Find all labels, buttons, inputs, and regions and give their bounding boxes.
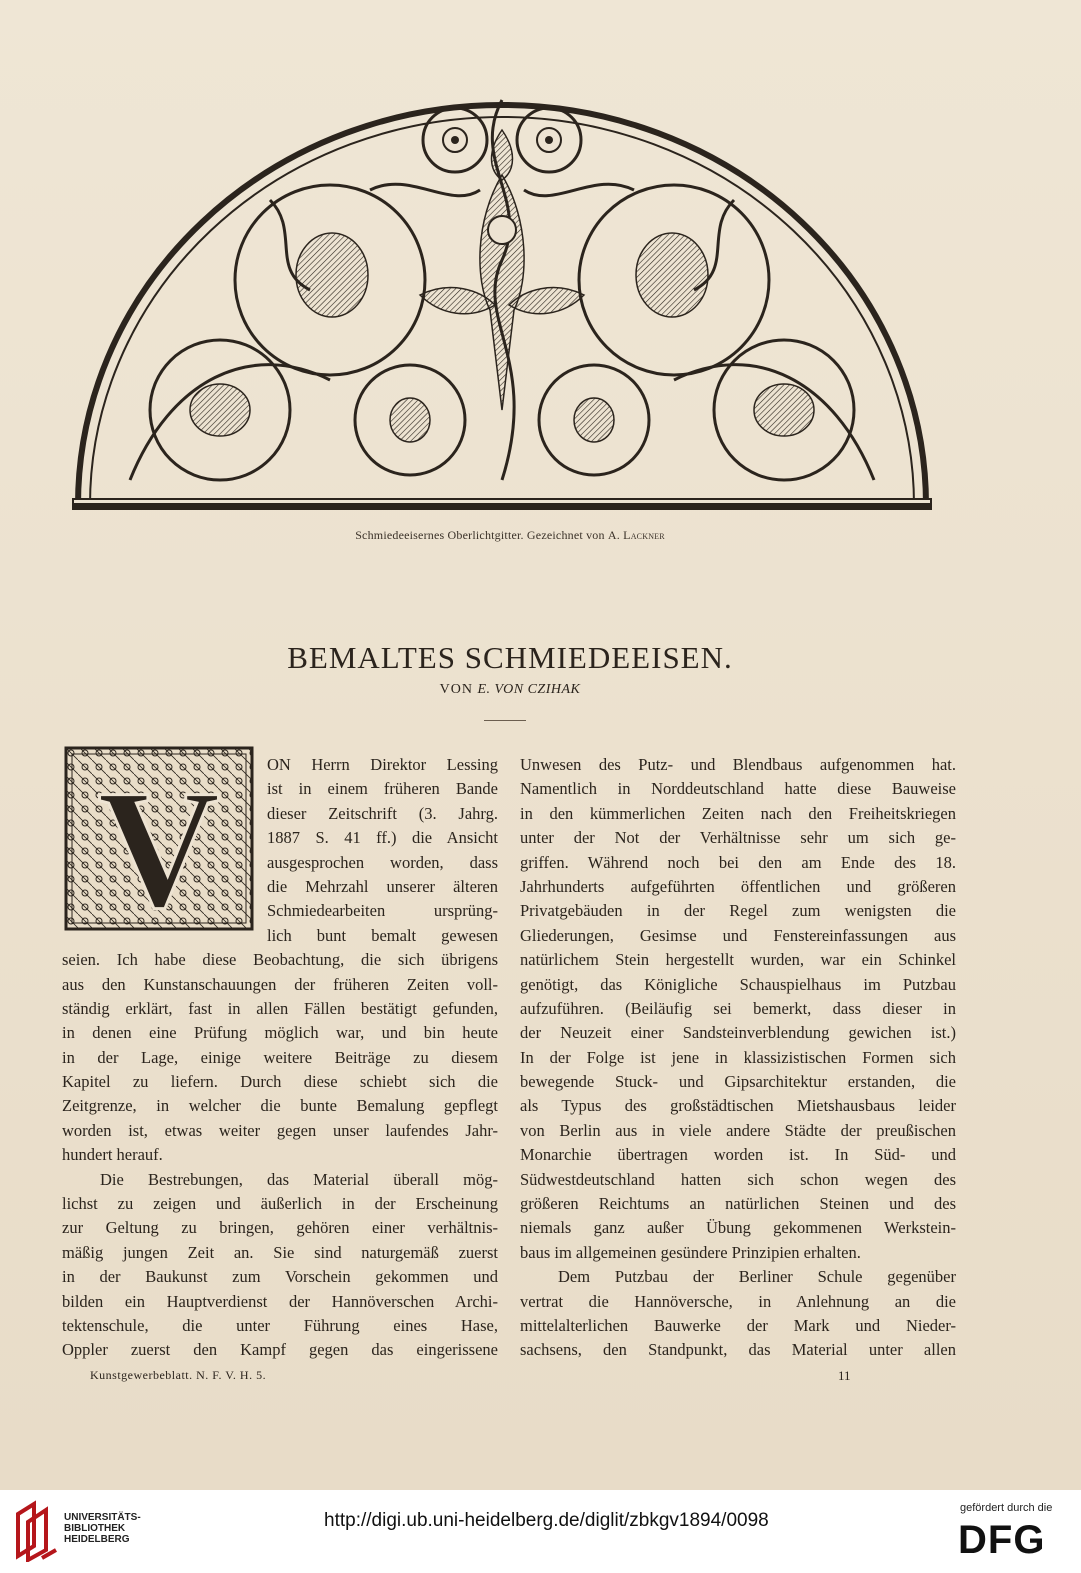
article-title: BEMALTES SCHMIEDEEISEN. [287, 640, 733, 675]
text-line: Schmiedearbeiten ursprüng- [267, 901, 498, 921]
text-line: 1887 S. 41 ff.) die Ansicht [267, 828, 498, 848]
text-line: hundert herauf. [62, 1145, 163, 1165]
text-line: bilden ein Hauptverdienst der Hannöverschen Archi- [62, 1291, 498, 1311]
text-line: griffen. Während noch bei den am Ende des 18. [520, 852, 956, 872]
title-divider [484, 720, 526, 721]
text-line: natürlichem Stein hergestellt wurden, war ein Schinkel [520, 950, 956, 970]
transom-grille-illustration [70, 80, 934, 515]
dfg-logo-icon[interactable]: DFG [958, 1518, 1046, 1562]
text-line: Gliederungen, Gesimse und Fenstereinfassungen aus [520, 925, 956, 945]
text-line: aufzuführen. (Beiläufig sei bemerkt, dass dieser in [520, 998, 956, 1018]
text-line: in den kümmerlichen Zeiten nach den Freiheitskriegen [520, 803, 956, 823]
text-line: Monarchie übertragen worden ist. In Süd- und [520, 1145, 956, 1165]
article-byline: VON E. VON CZIHAK [439, 682, 581, 697]
journal-footer: Kunstgewerbeblatt. N. F. V. H. 5. [90, 1368, 267, 1382]
text-line: baus im allgemeinen gesündere Prinzipien erhalten. [520, 1242, 861, 1262]
text-line: Südwestdeutschland hatten sich schon wegen des [520, 1169, 956, 1189]
dropcap-letter: V [97, 755, 221, 931]
viewer-bottom-bar [0, 1490, 1081, 1573]
text-line: genötigt, das Königliche Schauspielhaus im Putzbau [520, 974, 956, 994]
text-line: als Typus des großstädtischen Mietshausbaus leider [520, 1096, 956, 1116]
text-line: mittelalterlichen Bauwerke der Mark und Nieder- [520, 1315, 956, 1335]
text-line: mäßig jungen Zeit an. Sie sind naturgemäß zuerst [62, 1242, 498, 1262]
page-number: 11 [838, 1368, 851, 1383]
author-name: E. VON CZIHAK [477, 682, 581, 697]
text-line: Namentlich in Norddeutschland hatte diese Bauweise [520, 779, 956, 799]
text-line: lich bunt bemalt gewesen [267, 925, 498, 945]
sponsor-note: gefördert durch die [960, 1502, 1053, 1514]
text-line: größeren Reichtums an natürlichen Steinen und des [520, 1194, 956, 1214]
text-line: sachsens, den Standpunkt, das Material unter allen [520, 1340, 956, 1360]
text-line: dieser Zeitschrift (3. Jahrg. [267, 803, 498, 823]
text-line: aus den Kunstanschauungen der früheren Zeiten voll- [62, 974, 498, 994]
text-line: ist in einem früheren Bande [267, 779, 498, 799]
text-line: ON Herrn Direktor Lessing [267, 755, 498, 774]
library-name: UNIVERSITÄTS- BIBLIOTHEK HEIDELBERG [64, 1512, 141, 1545]
university-library-logo-icon[interactable] [12, 1500, 60, 1562]
right-column [520, 753, 956, 1363]
caption-author: A. Lackner [607, 528, 665, 542]
text-line: die Mehrzahl unserer älteren [267, 876, 498, 896]
text-line: vertrat die Hannöversche, in Anlehnung an die [520, 1291, 956, 1311]
text-line: niemals ganz außer Übung gekommenen Werkstein- [520, 1218, 956, 1238]
illustration-caption: Schmiedeeisernes Oberlichtgitter. Gezeichnet von A. Lackner [355, 528, 665, 542]
text-line: lichst zu zeigen und äußerlich in der Erscheinung [62, 1194, 498, 1214]
text-line: ausgesprochen worden, dass [267, 852, 498, 872]
text-line: Jahrhunderts aufgeführten öffentlichen und größeren [520, 876, 956, 896]
text-line: Privatgebäuden in der Regel zum wenigsten die [520, 901, 956, 921]
text-line: tektenschule, die unter Führung eines Hase, [62, 1315, 498, 1335]
permalink-url[interactable]: http://digi.ub.uni-heidelberg.de/diglit/zbkgv1894/0098 [324, 1510, 769, 1531]
text-line: in denen eine Prüfung möglich war, und bin heute [62, 1023, 498, 1043]
text-line: unter der Not der Verhältnisse sehr um sich ge- [520, 828, 956, 848]
text-line: Die Bestrebungen, das Material überall mög- [100, 1169, 498, 1189]
text-line: seien. Ich habe diese Beobachtung, die sich übrigens [62, 950, 498, 970]
text-line: Zeitgrenze, in welcher die bunte Bemalung gepflegt [62, 1096, 498, 1116]
text-line: von Berlin aus in viele andere Städte der preußischen [520, 1120, 956, 1140]
text-line: bewegende Stuck- und Gipsarchitektur erstanden, die [520, 1072, 956, 1092]
text-line: In der Folge ist jene in klassizistischen Formen sich [520, 1047, 956, 1067]
text-line: in der Baukunst zum Vorschein gekommen und [62, 1267, 498, 1287]
text-line: Unwesen des Putz- und Blendbaus aufgenommen hat. [520, 755, 956, 774]
text-line: der Neuzeit einer Sandsteinverblendung gewichen ist.) [520, 1023, 956, 1043]
left-column [62, 753, 498, 1363]
text-line: Dem Putzbau der Berliner Schule gegenüber [558, 1267, 956, 1287]
text-line: worden ist, etwas weiter gegen unser laufendes Jahr- [62, 1120, 498, 1140]
text-line: Kapitel zu liefern. Durch diese schiebt sich die [62, 1072, 498, 1092]
text-line: in der Lage, einige weitere Beiträge zu diesem [62, 1047, 498, 1067]
text-line: Oppler zuerst den Kampf gegen das eingerissene [62, 1340, 498, 1360]
text-line: ständig erklärt, fast in allen Fällen bestätigt gefunden, [62, 998, 498, 1018]
text-line: zur Geltung zu bringen, gehören einer verhältnis- [62, 1218, 498, 1238]
